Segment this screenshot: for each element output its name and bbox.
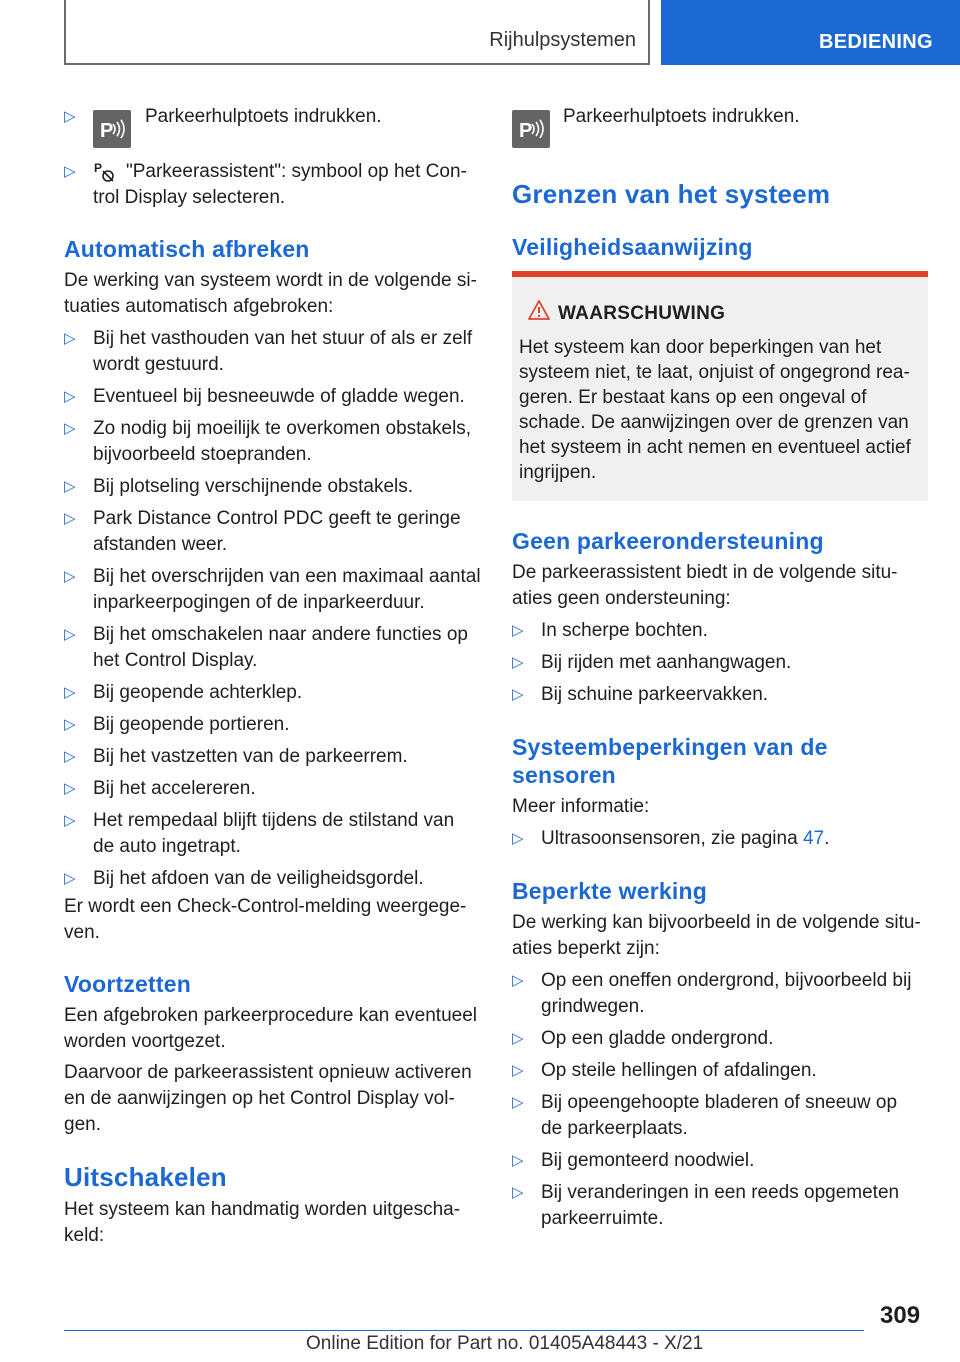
list-item: Eventueel bij besneeuwde of gladde wegen.	[93, 386, 465, 407]
header-chapter-tab[interactable]	[661, 0, 960, 65]
list-item: Op een oneffen ondergrond, bijvoorbeeld bij	[541, 970, 912, 991]
list-item: Bij gemonteerd noodwiel.	[541, 1150, 755, 1171]
continue-p2-line2: en de aanwijzingen op het Control Display vol-	[64, 1088, 455, 1109]
bullet-icon: ▷	[512, 686, 524, 703]
header-section-box	[64, 0, 650, 65]
list-item: Bij rijden met aanhangwagen.	[541, 652, 792, 673]
heading-veiligheidsaanwijzing: Veiligheidsaanwijzing	[512, 234, 753, 260]
list-item-continuation: wordt gestuurd.	[93, 354, 224, 375]
header-section-title: Rijhulpsystemen	[489, 29, 636, 51]
list-item: Bij het omschakelen naar andere functies op	[93, 624, 468, 645]
step-select-symbol-line1: "Parkeerassistent": symbool op het Con-	[126, 161, 467, 182]
list-item: Bij het vasthouden van het stuur of als er zelf	[93, 328, 473, 349]
list-item: Het rempedaal blijft tijdens de stilstand van	[93, 810, 455, 831]
off-line1: Het systeem kan handmatig worden uitgescha-	[64, 1199, 461, 1220]
list-item-continuation: het Control Display.	[93, 650, 258, 671]
bullet-icon: ▷	[64, 510, 76, 527]
svg-text:P: P	[519, 120, 533, 142]
heading-geen-parkeerondersteuning: Geen parkeerondersteuning	[512, 528, 824, 554]
bullet-icon: ▷	[64, 420, 76, 437]
no-support-intro-line1: De parkeerassistent biedt in de volgende situ-	[512, 562, 898, 583]
list-item: Zo nodig bij moeilijk te overkomen obstakels,	[93, 418, 472, 439]
bullet-icon: ▷	[512, 1152, 524, 1169]
bullet-icon: ▷	[64, 626, 76, 643]
svg-text:P: P	[100, 120, 114, 142]
list-item: Bij het overschrijden van een maximaal aantal	[93, 566, 481, 587]
bullet-icon: ▷	[64, 748, 76, 765]
list-item-continuation: grindwegen.	[541, 996, 645, 1017]
list-item: Bij geopende achterklep.	[93, 682, 303, 703]
limited-intro-line1: De werking kan bijvoorbeeld in de volgende situ-	[512, 912, 921, 933]
footer-divider	[64, 1330, 864, 1331]
svg-text:P: P	[94, 161, 103, 175]
warning-text	[519, 335, 919, 485]
list-item-continuation: inparkeerpogingen of de inparkeerduur.	[93, 592, 425, 613]
list-item-continuation: bijvoorbeeld stoepranden.	[93, 444, 312, 465]
bullet-icon: ▷	[64, 478, 76, 495]
park-assist-button-icon	[512, 110, 550, 148]
heading-grenzen-systeem: Grenzen van het systeem	[512, 179, 831, 209]
step-press-button: Parkeerhulptoets indrukken.	[145, 106, 382, 127]
bullet-icon: ▷	[64, 780, 76, 797]
list-item: Bij schuine parkeervakken.	[541, 684, 769, 705]
list-item: Park Distance Control PDC geeft te geringe	[93, 508, 461, 529]
list-item: Bij het afdoen van de veiligheidsgordel.	[93, 868, 424, 889]
auto-abort-outro-line2: ven.	[64, 922, 100, 943]
no-support-intro-line2: aties geen ondersteuning:	[512, 588, 731, 609]
footer-edition: Online Edition for Part no. 01405A48443 - X/21	[306, 1333, 704, 1354]
bullet-icon: ▷	[64, 568, 76, 585]
warning-box	[512, 271, 928, 501]
warning-title: WAARSCHUWING	[558, 303, 726, 324]
list-item: Bij het accelereren.	[93, 778, 256, 799]
sensors-item-end: .	[824, 828, 830, 849]
page-number: 309	[880, 1302, 921, 1329]
auto-abort-intro-line2: tuaties automatisch afgebroken:	[64, 296, 334, 317]
bullet-icon: ▷	[64, 330, 76, 347]
bullet-icon: ▷	[512, 654, 524, 671]
heading-automatisch-afbreken: Automatisch afbreken	[64, 236, 310, 262]
header-chapter-label: BEDIENING	[819, 31, 933, 53]
heading-uitschakelen: Uitschakelen	[64, 1162, 227, 1192]
list-item: Bij plotseling verschijnende obstakels.	[93, 476, 414, 497]
list-item: Bij veranderingen in een reeds opgemeten	[541, 1182, 900, 1203]
bullet-icon: ▷	[512, 830, 524, 847]
bullet-icon: ▷	[512, 1094, 524, 1111]
bullet-icon: ▷	[64, 812, 76, 829]
list-item: Op een gladde ondergrond.	[541, 1028, 774, 1049]
continue-p1-line1: Een afgebroken parkeerprocedure kan eventueel	[64, 1005, 478, 1026]
warning-line: Het systeem kan door beperkingen van het	[519, 337, 882, 358]
list-item-sensors	[541, 826, 931, 852]
list-item-continuation: de auto ingetrapt.	[93, 836, 241, 857]
bullet-icon: ▷	[512, 1062, 524, 1079]
auto-abort-outro-line1: Er wordt een Check-Control-melding weergege-	[64, 896, 467, 917]
continue-p2-line1: Daarvoor de parkeerassistent opnieuw activeren	[64, 1062, 472, 1083]
bullet-icon: ▷	[64, 716, 76, 733]
page-link-47[interactable]: 47	[802, 828, 825, 849]
sensors-item-text: Ultrasoonsensoren, zie pagina	[541, 828, 803, 849]
bullet-icon: ▷	[512, 622, 524, 639]
list-item: Op steile hellingen of afdalingen.	[541, 1060, 817, 1081]
park-assistant-symbol-icon	[93, 160, 117, 184]
bullet-icon: ▷	[64, 163, 76, 180]
bullet-icon: ▷	[512, 972, 524, 989]
list-item: In scherpe bochten.	[541, 620, 708, 641]
list-item: Bij geopende portieren.	[93, 714, 290, 735]
list-item-continuation: de parkeerplaats.	[541, 1118, 688, 1139]
bullet-icon: ▷	[64, 684, 76, 701]
bullet-icon: ▷	[512, 1184, 524, 1201]
right-step-press-button: Parkeerhulptoets indrukken.	[563, 106, 800, 127]
heading-sensoren-line1: Systeembeperkingen van de	[512, 734, 828, 760]
bullet-icon: ▷	[64, 388, 76, 405]
warning-line: systeem niet, te laat, onjuist of ongegrond rea-	[519, 362, 910, 383]
warning-line: ingrijpen.	[519, 462, 597, 483]
sensors-intro: Meer informatie:	[512, 796, 650, 817]
heading-sensoren-line2: sensoren	[512, 762, 616, 788]
list-item-continuation: parkeerruimte.	[541, 1208, 664, 1229]
heading-voortzetten: Voortzetten	[64, 971, 191, 997]
warning-line: schade. De aanwijzingen over de grenzen van	[519, 412, 909, 433]
continue-p2-line3: gen.	[64, 1114, 101, 1135]
bullet-icon: ▷	[64, 108, 76, 125]
bullet-icon: ▷	[64, 870, 76, 887]
list-item: Bij het vastzetten van de parkeerrem.	[93, 746, 408, 767]
step-select-symbol-line2: trol Display selecteren.	[93, 187, 286, 208]
auto-abort-intro-line1: De werking van systeem wordt in de volgende si-	[64, 270, 477, 291]
continue-p1-line2: worden voortgezet.	[64, 1031, 226, 1052]
warning-line: het systeem in acht nemen en eventueel actief	[519, 437, 911, 458]
list-item: Bij opeengehoopte bladeren of sneeuw op	[541, 1092, 898, 1113]
warning-triangle-icon	[528, 299, 550, 321]
park-assist-button-icon	[93, 110, 131, 148]
list-item-continuation: afstanden weer.	[93, 534, 228, 555]
limited-intro-line2: aties beperkt zijn:	[512, 938, 660, 959]
heading-beperkte-werking: Beperkte werking	[512, 878, 707, 904]
off-line2: keld:	[64, 1225, 105, 1246]
warning-line: geren. Er bestaat kans op een ongeval of	[519, 387, 867, 408]
bullet-icon: ▷	[512, 1030, 524, 1047]
